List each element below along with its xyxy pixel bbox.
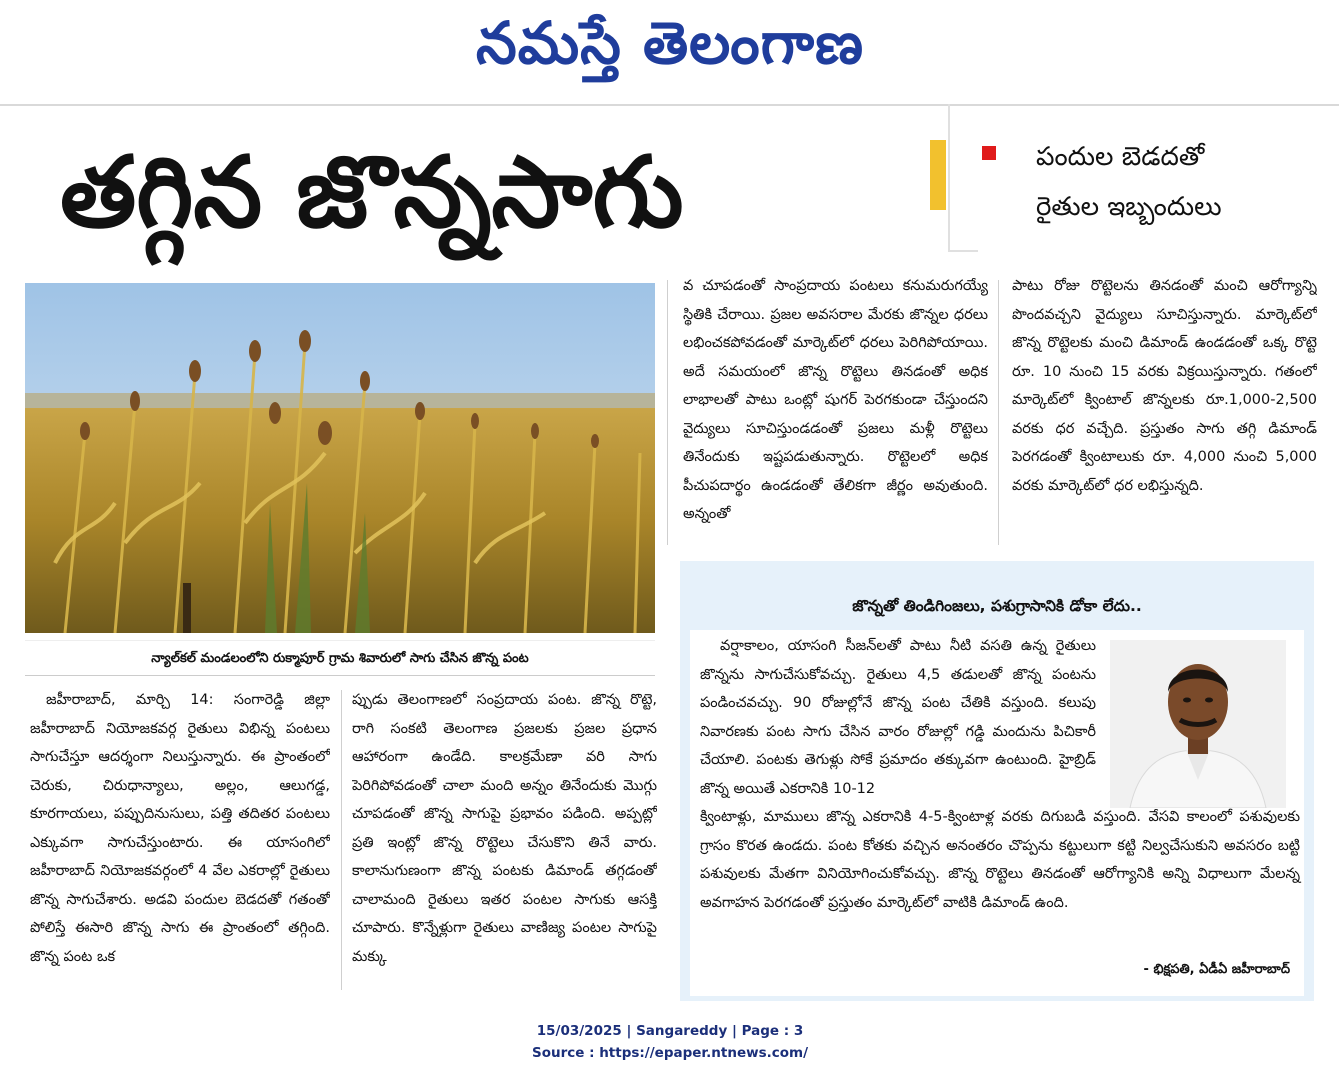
footer-edition-info: 15/03/2025 | Sangareddy | Page : 3 [536, 1023, 804, 1039]
subheadline-line-1: పందుల బెడదతో [1036, 142, 1205, 172]
article-subheadline [1036, 132, 1326, 232]
sorghum-field-photo [25, 283, 655, 633]
article-column-1-text: జహీరాబాద్, మార్చి 14: సంగారెడ్డి జిల్లా జహీరాబాద్ నియోజకవర్గ రైతులు విభిన్న పంటలు సాగుచేస్తూ ఆదర్శంగా నిలుస్తున్నారు. ఈ ప్రాంతంలో చెరుకు, చిరుధాన్యాలు, అల్లం, ఆలుగడ్డ, కూరగాయలు, పప్పుదినుసులు, పత్తి తదితర పంటలు ఎక్కువగా సాగుచేస్తుంటారు. ఈ యాసంగిలో జహీరాబాద్ నియోజకవర్గంలో 4 వేల ఎకరాల్లో రైతులు జొన్న సాగుచేశారు. అడవి పందుల బెడదతో గతంతో పోలిస్తే ఈసారి జొన్న సాగు ఈ ప్రాంతంలో తగ్గింది. జొన్న పంట ఒక [30, 692, 330, 965]
column-divider [998, 280, 999, 545]
article-column-3 [683, 272, 988, 552]
newspaper-masthead: నమస్తే తెలంగాణ [476, 9, 864, 77]
article-column-1 [30, 686, 330, 996]
sidebar-title: జొన్నతో తిండిగింజలు, పశుగ్రాసానికి డోకా లేదు.. [852, 597, 1142, 615]
sidebar-signature: - భిక్షపతి, ఏడీఏ జహీరాబాద్ [1143, 962, 1290, 977]
accent-bar [930, 140, 946, 210]
article-headline: తగ్గిన జొన్నసాగు [60, 136, 684, 250]
masthead-divider [0, 104, 1339, 106]
photo-caption: న్యాల్‌కల్ మండలంలోని రుక్మాపూర్ గ్రామ శివారులో సాగు చేసిన జొన్న పంట [25, 640, 655, 676]
column-divider [341, 690, 342, 990]
article-column-2 [352, 686, 657, 996]
page-footer [380, 1020, 960, 1064]
subheadline-line-2: రైతుల ఇబ్బందులు [1036, 192, 1222, 222]
article-column-3-text: వ చూపడంతో సాంప్రదాయ పంటలు కనుమరుగయ్యే స్థితికి చేరాయి. ప్రజల అవసరాల మేరకు జొన్నల ధరలు లభించకపోవడంతో మార్కెట్‌లో ధరలు పెరిగిపోయాయి. అదే సమయంలో జొన్న రొట్టెలు తినడంతో అధిక లాభాలతో పాటు ఒంట్లో షుగర్ పెరగకుండా చేస్తుందని వైద్యులు సూచిస్తుండడంతో ప్రజలు మళ్లీ రొట్టెలు తినేందుకు ఇష్టపడుతున్నారు. రొట్టెలలో అధిక పీచుపదార్థం ఉండడంతో తేలికగా జీర్ణం అవుతుంది. అన్నంతో [683, 278, 988, 522]
expert-portrait [1110, 640, 1286, 808]
subhead-divider-foot [948, 250, 978, 252]
sidebar-text-wide: క్వింటాళ్లు, మాములు జొన్న ఎకరానికి 4-5-క్వింటాళ్ల వరకు దిగుబడి వస్తుంది. వేసవి కాలంలో పశువులకు గ్రాసం కొరత ఉండదు. పంట కోతకు వచ్చిన అనంతరం చొప్పను కట్టులుగా కట్టి నిల్వచేసుకుని అవసరం బట్టి పశువులకు మేతగా వినియోగించుకోవచ్చు. జొన్న రొట్టెలు తినడంతో ఆరోగ్యానికి అన్ని విధాలుగా మేలన్న అవగాహన పెరగడంతో ప్రస్తుతం మార్కెట్‌లో వాటికి డిమాండ్ ఉంది. [700, 809, 1300, 911]
bullet-icon [982, 146, 996, 160]
sorghum-field-image [25, 283, 655, 633]
article-column-4-text: పాటు రోజు రొట్టెలను తినడంతో మంచి ఆరోగ్యాన్ని పొందవచ్చని వైద్యులు సూచిస్తున్నారు. మార్కెట్‌లో జొన్న రొట్టెలకు మంచి డిమాండ్ ఉండడంతో ఒక్క రొట్టె రూ. 10 నుంచి 15 వరకు విక్రయిస్తున్నారు. గతంలో మార్కెట్‌లో క్వింటాల్ జొన్నలకు రూ.1,000-2,500 వరకు ధర వచ్చేది. ప్రస్తుతం సాగు తగ్గి డిమాండ్ పెరగడంతో క్వింటాలుకు రూ. 4,000 నుంచి 5,000 వరకు మార్కెట్‌లో ధర లభిస్తున్నది. [1012, 278, 1317, 494]
expert-portrait-image [1110, 640, 1286, 808]
column-divider [667, 280, 668, 545]
article-column-2-text: ప్పుడు తెలంగాణలో సంప్రదాయ పంట. జొన్న రొట్టె, రాగి సంకటి తెలంగాణ ప్రజలకు ప్రజల ప్రధాన ఆహారంగా ఉండేది. కాలక్రమేణా వరి సాగు పెరిగిపోవడంతో చాలా మంది అన్నం తినేందుకు మొగ్గు చూపడంతో జొన్న సాగుపై ప్రభావం పడింది. అప్పట్లో ప్రతి ఇంట్లో జొన్న రొట్టెలు చేసుకొని తినే వారు. కాలానుగుణంగా జొన్న పంటకు డిమాండ్ తగ్గడంతో చాలామంది రైతులు ఇతర పంటల సాగుకు ఆసక్తి చూపారు. కొన్నేళ్లుగా రైతులు వాణిజ్య పంటల సాగుపై మక్కు [352, 692, 657, 965]
sidebar-text-narrow: వర్షాకాలం, యాసంగి సీజన్‌లతో పాటు నీటి వసతి ఉన్న రైతులు జొన్నను సాగుచేసుకోవచ్చు. రైతులు 4,5 తడులతో జొన్న పంటను పండించవచ్చు. 90 రోజుల్లోనే జొన్న పంట చేతికి వస్తుంది. కలుపు నివారణకు పంట సాగు చేసిన వారం రోజుల్లో గడ్డి మందును పిచికారీ చేయాలి. పంటకు తెగుళ్లు సోకే ప్రమాదం తక్కువగా ఉంటుంది. హైబ్రిడ్ జొన్న అయితే ఎకరానికి 10-12 [700, 638, 1096, 797]
footer-source-link[interactable]: Source : https://epaper.ntnews.com/ [531, 1045, 809, 1061]
article-column-4 [1012, 272, 1317, 552]
subhead-divider [948, 104, 950, 252]
